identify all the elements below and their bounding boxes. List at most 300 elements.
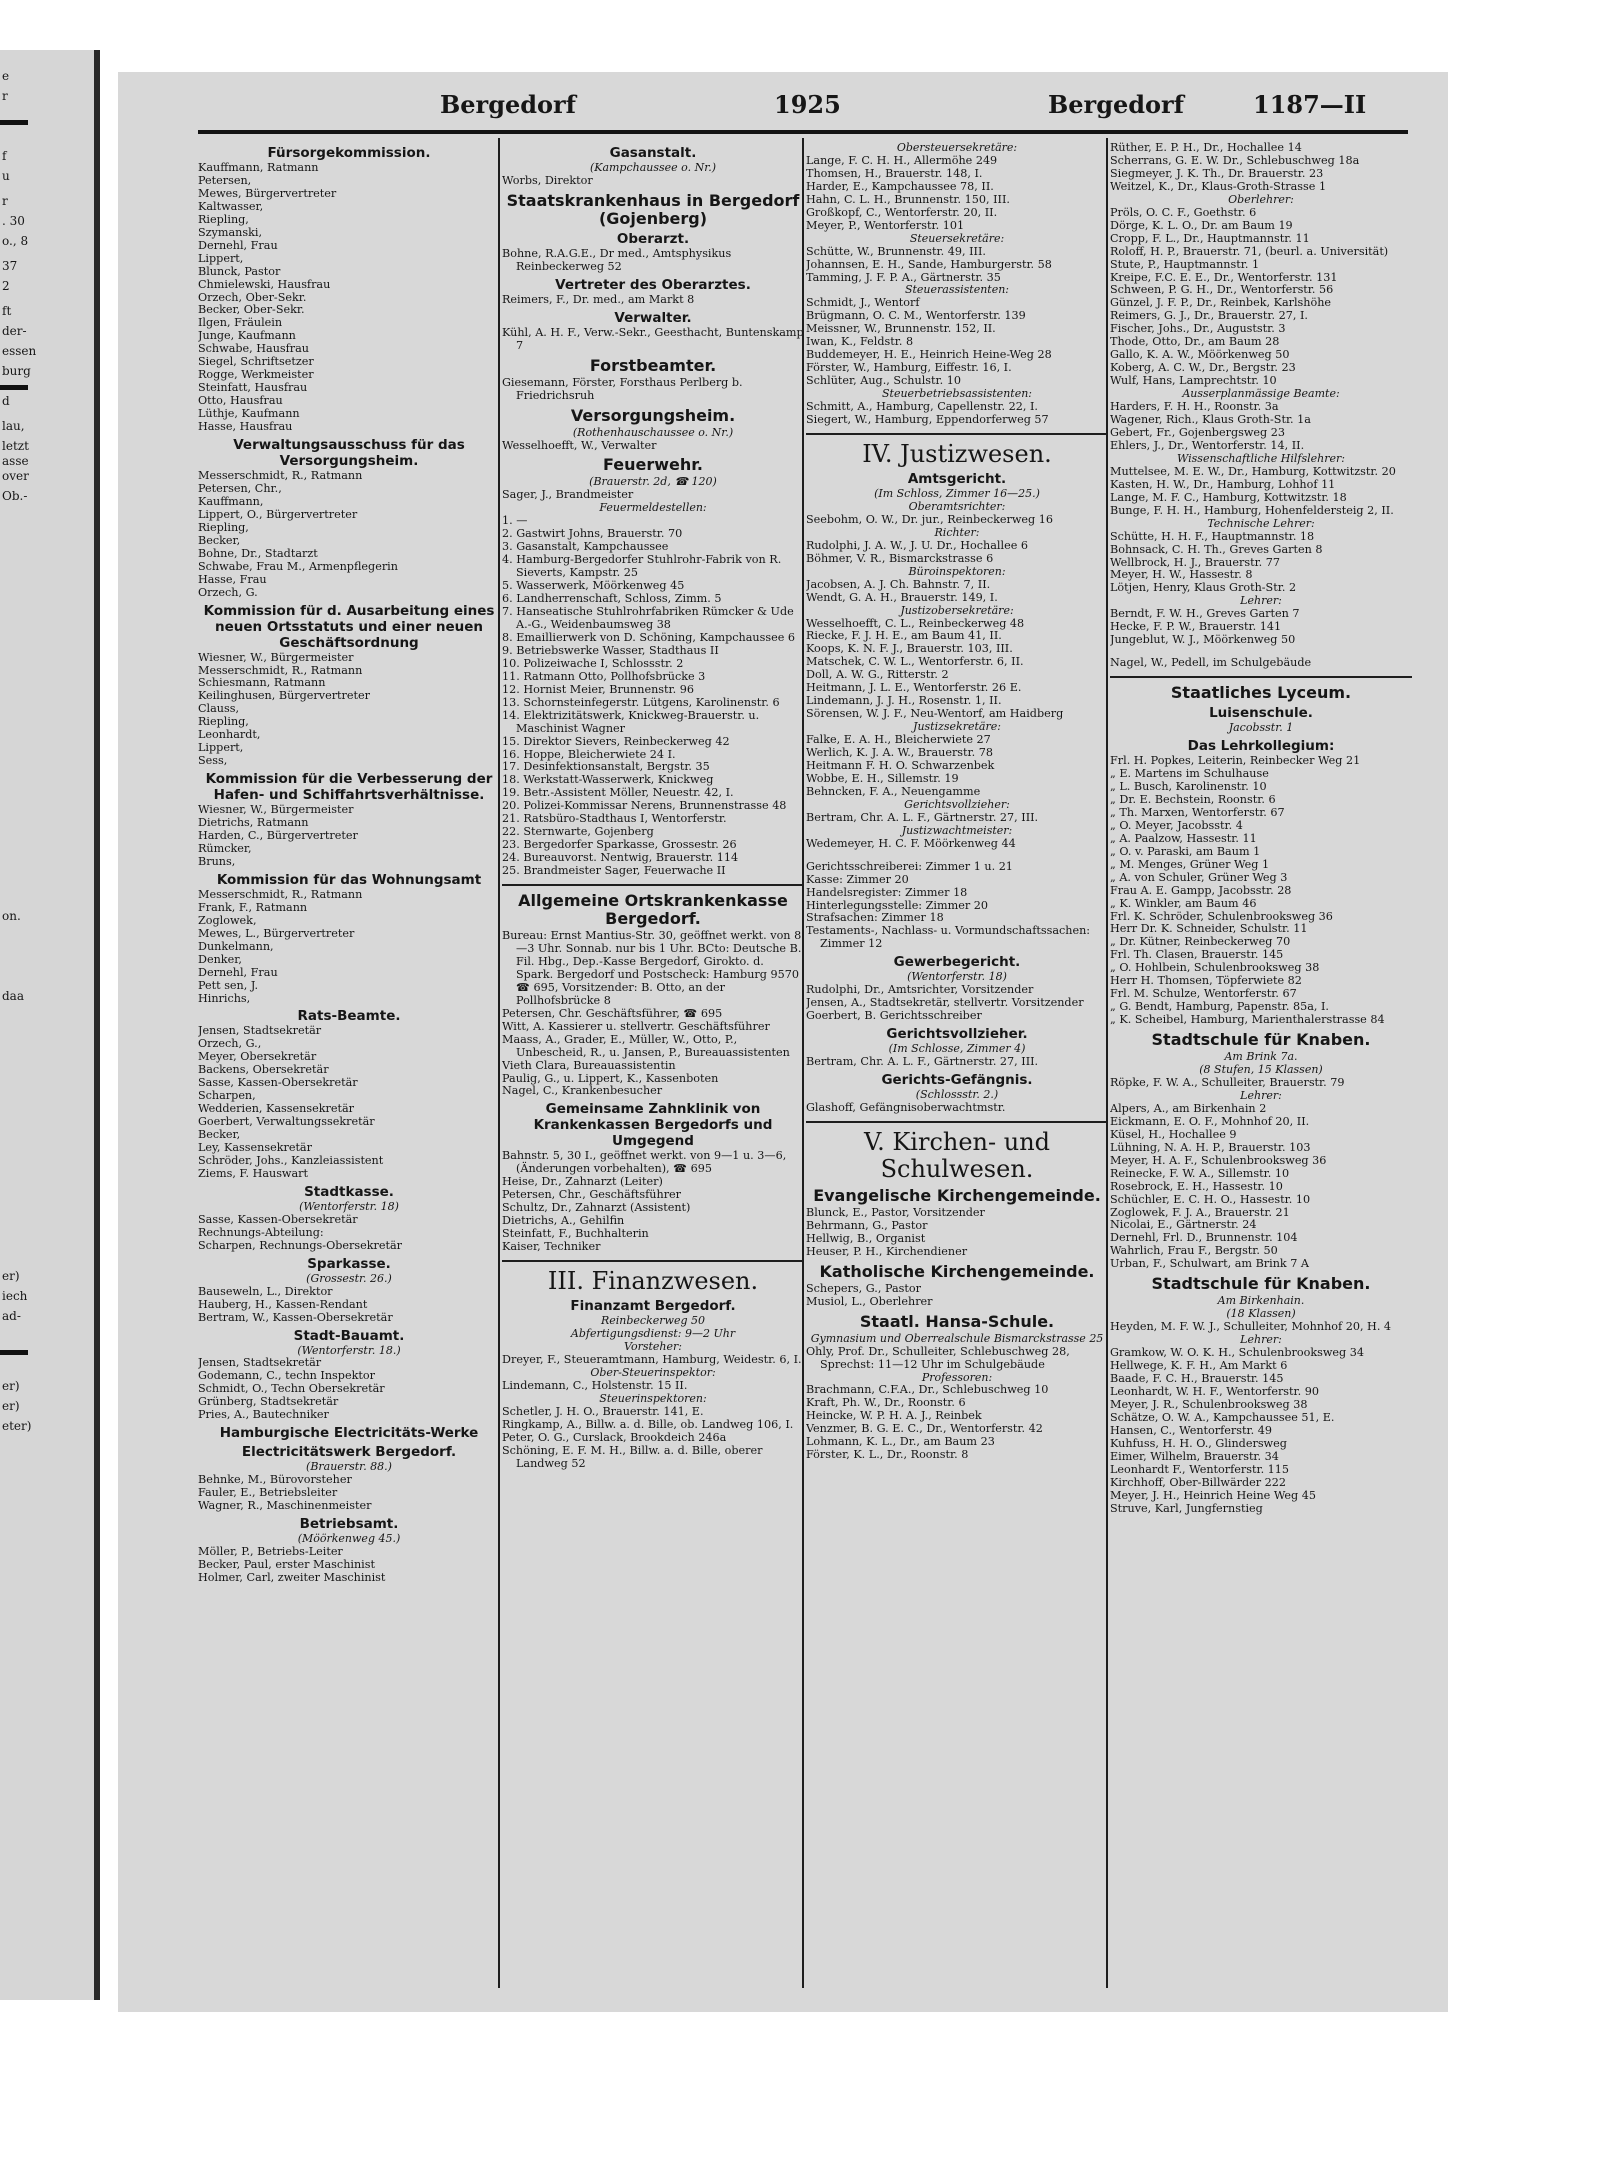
directory-entry: Thode, Otto, Dr., am Baum 28: [1110, 336, 1280, 349]
section-heading: Staatskrankenhaus in Bergedorf (Gojenberg): [506, 191, 800, 228]
directory-entry: Scharpen, Rechnungs-Obersekretär: [198, 1239, 402, 1252]
adjacent-page-fragment: e: [2, 69, 10, 83]
section-heading: Verwalter.: [614, 309, 692, 326]
section-heading: (Grossestr. 26.): [306, 1272, 392, 1285]
header-left: Bergedorf: [440, 90, 577, 119]
directory-entry: Kirchhoff, Ober-Billwärder 222: [1110, 1476, 1287, 1489]
directory-entry: Rudolphi, Dr., Amtsrichter, Vorsitzender: [806, 984, 1034, 997]
adjacent-page-fragment: f: [2, 149, 7, 163]
directory-entry: Schätze, O. W. A., Kampchaussee 51, E.: [1110, 1411, 1335, 1424]
section-heading: Oberamtsrichter:: [908, 500, 1006, 513]
header-rule: [198, 130, 1408, 134]
directory-entry: Wesselhoefft, W., Verwalter: [502, 439, 657, 452]
directory-entry: Strafsachen: Zimmer 18: [806, 912, 944, 925]
directory-entry: Dietrichs, Ratmann: [198, 817, 309, 830]
directory-entry: Roloff, H. P., Brauerstr. 71, (beurl. a. Universität): [1110, 245, 1389, 258]
directory-entry: Matschek, C. W. L., Wentorferstr. 6, II.: [806, 656, 1024, 669]
section-heading: Kommission für die Verbesserung der Hafen- und Schiffahrtsverhältnisse.: [205, 771, 493, 804]
directory-entry: 24. Bureauvorst. Nentwig, Brauerstr. 114: [502, 852, 739, 865]
directory-entry: Rudolphi, J. A. W., J. U. Dr., Hochallee 6: [806, 539, 1028, 552]
directory-entry: 3. Gasanstalt, Kampchaussee: [502, 541, 669, 554]
directory-entry: 21. Ratsbüro-Stadthaus I, Wentorferstr.: [502, 813, 727, 826]
directory-entry: 7. Hanseatische Stuhlrohrfabriken Rümcker & Ude A.-G., Weidenbaumsweg 38: [502, 606, 794, 631]
section-rule: [502, 884, 804, 886]
directory-entry: Jensen, Stadtsekretär: [198, 1357, 322, 1370]
section-heading: Büroinspektoren:: [908, 565, 1006, 578]
directory-entry: Dreyer, F., Steueramtmann, Hamburg, Weidestr. 6, I.: [502, 1353, 802, 1366]
directory-entry: Vieth Clara, Bureauassistentin: [502, 1059, 676, 1072]
directory-entry: Förster, K. L., Dr., Roonstr. 8: [806, 1449, 969, 1462]
section-heading: Evangelische Kirchengemeinde.: [813, 1186, 1101, 1205]
section-heading: Stadtschule für Knaben.: [1151, 1275, 1371, 1294]
adjacent-page-fragment: er): [2, 1399, 20, 1413]
column-1: [198, 142, 500, 1585]
section-heading: Rats-Beamte.: [297, 1008, 401, 1025]
adjacent-page-strip: [0, 50, 100, 2000]
directory-entry: „ A. von Schuler, Grüner Weg 3: [1110, 871, 1288, 884]
adjacent-page-fragment: lau,: [2, 419, 25, 433]
section-heading: Forstbeamter.: [589, 356, 717, 375]
directory-entry: Scharpen,: [198, 1090, 256, 1103]
running-header: [118, 90, 1448, 130]
adjacent-page-fragment: Ob.-: [2, 489, 28, 503]
section-heading: Gasanstalt.: [609, 145, 697, 161]
directory-entry: Gebert, Fr., Gojenbergsweg 23: [1110, 426, 1285, 439]
directory-entry: Stute, P., Hauptmannstr. 1: [1110, 258, 1260, 271]
directory-entry: Sasse, Kassen-Obersekretär: [198, 1077, 358, 1090]
directory-entry: Lippert, O., Bürgervertreter: [198, 508, 358, 521]
directory-entry: Kuhfuss, H. H. O., Glindersweg: [1110, 1437, 1287, 1450]
directory-entry: Riepling,: [198, 521, 249, 534]
directory-entry: Hinterlegungsstelle: Zimmer 20: [806, 899, 988, 912]
adjacent-page-fragment: letzt: [2, 439, 29, 453]
section-heading: Amtsgericht.: [907, 470, 1007, 487]
adjacent-page-fragment: o., 8: [2, 234, 29, 248]
section-heading: Staatliches Lyceum.: [1170, 684, 1352, 703]
directory-entry: Heyden, M. F. W. J., Schulleiter, Mohnhof 20, H. 4: [1110, 1321, 1392, 1334]
directory-entry: Wiesner, W., Bürgermeister: [198, 804, 354, 817]
section-heading: Abfertigungsdienst: 9—2 Uhr: [570, 1328, 736, 1340]
section-heading: Richter:: [934, 526, 980, 539]
directory-entry: „ Dr. E. Bechstein, Roonstr. 6: [1110, 793, 1276, 806]
directory-entry: Wagener, Rich., Klaus Groth-Str. 1a: [1110, 414, 1311, 427]
section-heading: Feuermeldestellen:: [599, 502, 707, 515]
directory-entry: Musiol, L., Oberlehrer: [806, 1295, 933, 1308]
directory-entry: Wiesner, W., Bürgermeister: [198, 651, 354, 664]
section-heading: Gemeinsame Zahnklinik von Krankenkassen Bergedorfs und Umgegend: [533, 1101, 773, 1150]
directory-entry: Rogge, Werkmeister: [198, 369, 314, 382]
section-heading: (Brauerstr. 2d, ☎ 120): [589, 476, 717, 489]
directory-entry: Dernehl, Frau: [198, 239, 278, 252]
adjacent-page-fragment: eter): [2, 1419, 32, 1433]
directory-entry: Wulf, Hans, Lamprechtstr. 10: [1110, 375, 1277, 388]
directory-entry: Wobbe, E. H., Sillemstr. 19: [806, 772, 959, 785]
section-heading: V. Kirchen- und Schulwesen.: [863, 1128, 1051, 1183]
adjacent-page-fragment: ad-: [2, 1309, 21, 1323]
directory-entry: Meyer, J. H., Heinrich Heine Weg 45: [1110, 1489, 1317, 1502]
directory-entry: Schwabe, Frau M., Armenpflegerin: [198, 560, 398, 573]
directory-entry: Meyer, H. W., Hassestr. 8: [1110, 569, 1253, 582]
directory-entry: Lohmann, K. L., Dr., am Baum 23: [806, 1436, 995, 1449]
directory-entry: Gallo, K. A. W., Möörkenweg 50: [1110, 349, 1290, 362]
directory-entry: „ O. Meyer, Jacobsstr. 4: [1110, 819, 1243, 832]
adjacent-page-fragment: er): [2, 1269, 20, 1283]
section-heading: Stadtkasse.: [304, 1183, 394, 1200]
directory-entry: Hecke, F. P. W., Brauerstr. 141: [1110, 621, 1282, 634]
directory-entry: Dietrichs, A., Gehilfin: [502, 1215, 625, 1228]
adjacent-page-fragment: daa: [2, 989, 24, 1003]
directory-entry: Schultz, Dr., Zahnarzt (Assistent): [502, 1202, 691, 1215]
directory-entry: Rümcker,: [198, 842, 252, 855]
directory-entry: Schmidt, J., Wentorf: [806, 297, 920, 310]
directory-entry: Förster, W., Hamburg, Eiffestr. 16, I.: [806, 362, 1012, 375]
directory-entry: Sager, J., Brandmeister: [502, 489, 634, 502]
section-heading: Gerichts-Gefängnis.: [881, 1072, 1033, 1089]
directory-entry: Riepling,: [198, 716, 249, 729]
section-heading: Am Birkenhain.: [1217, 1295, 1305, 1308]
section-heading: Steuerinspektoren:: [599, 1392, 707, 1405]
directory-entry: Siegert, W., Hamburg, Eppendorferweg 57: [806, 414, 1049, 427]
directory-entry: Riecke, F. J. H. E., am Baum 41, II.: [806, 630, 1002, 643]
directory-entry: Dernehl, Frl. D., Brunnenstr. 104: [1110, 1232, 1298, 1245]
directory-entry: Wedemeyer, H. C. F. Möörkenweg 44: [806, 837, 1016, 850]
section-heading: (Brauerstr. 88.): [306, 1461, 392, 1474]
directory-entry: Sasse, Kassen-Obersekretär: [198, 1213, 358, 1226]
directory-entry: „ L. Busch, Karolinenstr. 10: [1110, 780, 1267, 793]
directory-entry: Leonhardt F., Wentorferstr. 115: [1110, 1463, 1290, 1476]
directory-entry: Schmitt, A., Hamburg, Capellenstr. 22, I.: [806, 401, 1038, 414]
directory-entry: Schröder, Johs., Kanzleiassistent: [198, 1155, 384, 1167]
directory-entry: 6. Landherrenschaft, Schloss, Zimm. 5: [502, 593, 722, 606]
directory-entry: „ G. Bendt, Hamburg, Papenstr. 85a, I.: [1110, 1001, 1329, 1014]
section-heading: Jacobsstr. 1: [1228, 722, 1294, 735]
directory-entry: Kreipe, F.C. E. E., Dr., Wentorferstr. 131: [1110, 271, 1338, 284]
directory-entry: Lüthje, Kaufmann: [198, 408, 300, 421]
directory-entry: Lippert,: [198, 252, 244, 265]
section-rule: [806, 433, 1108, 435]
directory-entry: Muttelsee, M. E. W., Dr., Hamburg, Kottwitzstr. 20: [1110, 465, 1396, 478]
directory-entry: Heitmann, J. L. E., Wentorferstr. 26 E.: [806, 682, 1022, 695]
directory-entry: Wahrlich, Frau F., Bergstr. 50: [1110, 1245, 1278, 1258]
adjacent-page-fragment: ft: [2, 304, 12, 318]
directory-entry: Seebohm, O. W., Dr. jur., Reinbeckerweg 16: [806, 513, 1053, 526]
section-heading: III. Finanzwesen.: [547, 1268, 759, 1296]
section-heading: (Schlossstr. 2.): [915, 1089, 999, 1102]
directory-entry: Dörge, K. L. O., Dr. am Baum 19: [1110, 219, 1293, 232]
directory-entry: Reimers, F., Dr. med., am Markt 8: [502, 293, 695, 306]
directory-entry: 1. —: [502, 515, 528, 528]
directory-entry: Heitmann F. H. O. Schwarzenbek: [806, 759, 995, 772]
directory-entry: Handelsregister: Zimmer 18: [806, 886, 968, 899]
directory-entry: Blunck, E., Pastor, Vorsitzender: [806, 1206, 985, 1219]
directory-entry: Messerschmidt, R., Ratmann: [198, 888, 363, 901]
section-heading: Fürsorgekommission.: [267, 145, 431, 161]
directory-entry: Hahn, C. L. H., Brunnenstr. 150, III.: [806, 193, 1010, 206]
adjacent-page-fragment: . 30: [2, 214, 25, 228]
directory-entry: 20. Polizei-Kommissar Nerens, Brunnenstrasse 48: [502, 800, 787, 813]
directory-entry: Brachmann, C.F.A., Dr., Schlebuschweg 10: [806, 1384, 1049, 1397]
directory-entry: 11. Ratmann Otto, Pollhofsbrücke 3: [502, 670, 706, 683]
directory-entry: 8. Emaillierwerk von D. Schöning, Kampchaussee 6: [502, 631, 796, 644]
directory-entry: Meyer, H. A. F., Schulenbrooksweg 36: [1110, 1154, 1327, 1167]
adjacent-page-rule: [0, 1350, 28, 1355]
column-3: [806, 142, 1108, 1462]
spacer: [1110, 647, 1412, 657]
adjacent-page-fragment: r: [2, 89, 8, 103]
directory-entry: Frl. M. Schulze, Wentorferstr. 67: [1110, 988, 1297, 1001]
directory-entry: Siegmeyer, J. K. Th., Dr. Brauerstr. 23: [1110, 167, 1324, 180]
directory-entry: Röpke, F. W. A., Schulleiter, Brauerstr. 79: [1110, 1077, 1345, 1089]
directory-entry: Urban, F., Schulwart, am Brink 7 A: [1110, 1258, 1310, 1271]
directory-entry: Bohne, Dr., Stadtarzt: [198, 547, 318, 560]
directory-entry: Heincke, W. P. H. A. J., Reinbek: [806, 1410, 982, 1423]
column-4: [1110, 142, 1412, 1516]
adjacent-page-fragment: asse: [2, 454, 29, 468]
directory-entry: Herr Dr. K. Schneider, Schulstr. 11: [1110, 923, 1308, 936]
directory-entry: Schwabe, Hausfrau: [198, 343, 310, 356]
directory-entry: „ M. Menges, Grüner Weg 1: [1110, 858, 1270, 871]
section-heading: Professoren:: [921, 1371, 993, 1384]
directory-entry: Bertram, W., Kassen-Obersekretär: [198, 1311, 393, 1324]
directory-entry: Reinecke, F. W. A., Sillemstr. 10: [1110, 1167, 1290, 1180]
directory-entry: Wellbrock, H. J., Brauerstr. 77: [1110, 556, 1281, 569]
directory-entry: Bunge, F. H. H., Hamburg, Hohenfeldersteig 2, II.: [1110, 504, 1394, 517]
directory-entry: Holmer, Carl, zweiter Maschinist: [198, 1571, 386, 1584]
section-heading: (Im Schlosse, Zimmer 4): [888, 1043, 1026, 1056]
column-2: [502, 142, 804, 1470]
adjacent-page-rule: [0, 385, 28, 390]
directory-entry: Otto, Hausfrau: [198, 395, 283, 408]
adjacent-page-fragment: over: [2, 469, 29, 483]
directory-entry: 13. Schornsteinfegerstr. Lütgens, Karolinenstr. 6: [502, 696, 780, 709]
section-heading: (Im Schloss, Zimmer 16—25.): [874, 487, 1040, 500]
directory-entry: Meyer, Obersekretär: [198, 1051, 317, 1064]
directory-entry: Jungeblut, W. J., Möörkenweg 50: [1110, 634, 1296, 647]
directory-entry: Blunck, Pastor: [198, 265, 281, 278]
directory-entry: Möller, P., Betriebs-Leiter: [198, 1546, 343, 1559]
directory-entry: Pröls, O. C. F., Goethstr. 6: [1110, 206, 1257, 219]
directory-entry: Schlüter, Aug., Schulstr. 10: [806, 375, 961, 388]
directory-page: [118, 72, 1448, 2012]
directory-entry: Szymanski,: [198, 226, 263, 239]
directory-entry: Hasse, Hausfrau: [198, 421, 293, 434]
section-heading: Versorgungsheim.: [570, 406, 736, 425]
directory-entry: 9. Betriebswerke Wasser, Stadthaus II: [502, 644, 719, 657]
header-right: Bergedorf: [1048, 90, 1185, 119]
directory-entry: Alpers, A., am Birkenhain 2: [1110, 1102, 1267, 1115]
directory-entry: Goerbert, Verwaltungssekretär: [198, 1116, 375, 1129]
directory-entry: Buddemeyer, H. E., Heinrich Heine-Weg 28: [806, 349, 1052, 362]
directory-entry: 16. Hoppe, Bleicherwiete 24 I.: [502, 748, 676, 761]
directory-entry: Steinfatt, Hausfrau: [198, 382, 308, 395]
directory-entry: Orzech, Ober-Sekr.: [198, 291, 307, 304]
section-heading: Gewerbegericht.: [893, 954, 1021, 971]
directory-entry: Heuser, P. H., Kirchendiener: [806, 1245, 968, 1258]
section-heading: Kommission für das Wohnungsamt: [216, 871, 482, 888]
directory-entry: „ Th. Marxen, Wentorferstr. 67: [1110, 806, 1285, 819]
section-heading: Katholische Kirchengemeinde.: [819, 1262, 1095, 1281]
section-heading: Lehrer:: [1240, 1334, 1282, 1347]
section-heading: (18 Klassen): [1226, 1308, 1296, 1321]
directory-entry: Behnke, M., Bürovorsteher: [198, 1474, 352, 1487]
section-heading: Oberarzt.: [616, 230, 690, 247]
directory-entry: Heise, Dr., Zahnarzt (Leiter): [502, 1176, 663, 1189]
directory-entry: Doll, A. W. G., Ritterstr. 2: [806, 669, 949, 682]
directory-entry: Cropp, F. L., Dr., Hauptmannstr. 11: [1110, 232, 1310, 245]
directory-entry: Reimers, G. J., Dr., Brauerstr. 27, I.: [1110, 310, 1308, 323]
section-heading: Gerichtsvollzieher:: [904, 798, 1010, 811]
directory-entry: Petersen,: [198, 174, 252, 187]
directory-entry: Lange, M. F. C., Hamburg, Kottwitzstr. 18: [1110, 491, 1347, 504]
directory-entry: Schepers, G., Pastor: [806, 1282, 921, 1295]
directory-entry: Kasten, H. W., Dr., Hamburg, Lohhof 11: [1110, 478, 1336, 491]
directory-entry: Falke, E. A. H., Bleicherwiete 27: [806, 734, 991, 747]
section-heading: Stadtschule für Knaben.: [1151, 1031, 1371, 1050]
directory-entry: Siegel, Schriftsetzer: [198, 356, 314, 369]
directory-entry: Wesselhoefft, C. L., Reinbeckerweg 48: [806, 617, 1025, 630]
directory-entry: Orzech, G.,: [198, 1038, 262, 1051]
directory-entry: Gerichtsschreiberei: Zimmer 1 u. 21: [806, 860, 1013, 873]
directory-entry: Schütte, H. H. F., Hauptmannstr. 18: [1110, 530, 1315, 543]
section-heading: Betriebsamt.: [299, 1516, 399, 1533]
directory-entry: Lindemann, C., Holstenstr. 15 II.: [502, 1379, 688, 1392]
directory-entry: 23. Bergedorfer Sparkasse, Grossestr. 26: [502, 839, 737, 852]
directory-entry: Wedderien, Kassensekretär: [198, 1103, 354, 1116]
directory-entry: Meissner, W., Brunnenstr. 152, II.: [806, 323, 996, 336]
adjacent-page-fragment: der-: [2, 324, 27, 338]
directory-entry: Nicolai, E., Gärtnerstr. 24: [1110, 1219, 1257, 1232]
section-heading: Justizsekretäre:: [913, 721, 1001, 734]
directory-entry: Leonhardt, W. H. F., Wentorferstr. 90: [1110, 1385, 1319, 1398]
directory-entry: Brügmann, O. C. M., Wentorferstr. 139: [806, 310, 1026, 323]
directory-entry: Hauberg, H., Kassen-Rendant: [198, 1298, 368, 1311]
directory-entry: Meyer, J. R., Schulenbrooksweg 38: [1110, 1398, 1308, 1411]
section-heading: (8 Stufen, 15 Klassen): [1199, 1064, 1323, 1077]
directory-entry: Becker,: [198, 534, 241, 547]
directory-entry: Kühl, A. H. F., Verw.-Sekr., Geesthacht, Buntenskamp 7: [502, 326, 804, 352]
section-heading: Electricitätswerk Bergedorf.: [241, 1444, 457, 1461]
directory-entry: Junge, Kaufmann: [198, 330, 296, 343]
directory-entry: 15. Direktor Sievers, Reinbeckerweg 42: [502, 735, 730, 748]
directory-entry: Godemann, C., techn Inspektor: [198, 1370, 375, 1383]
directory-entry: Bruns,: [198, 855, 236, 868]
section-heading: Kommission für d. Ausarbeitung eines neuen Ortsstatuts und einer neuen Geschäftsordnung: [203, 602, 495, 651]
directory-entry: Scherrans, G. E. W. Dr., Schlebuschweg 18a: [1110, 154, 1360, 167]
directory-entry: Tamming, J. F. P. A., Gärtnerstr. 35: [806, 271, 1001, 284]
directory-entry: Petersen, Chr. Geschäftsführer, ☎ 695: [502, 1007, 723, 1020]
directory-entry: Sörensen, W. J. F., Neu-Wentorf, am Haidberg: [806, 708, 1064, 721]
directory-entry: Lippert,: [198, 742, 244, 755]
directory-entry: Bohne, R.A.G.E., Dr med., Amtsphysikus Reinbeckerweg 52: [502, 247, 732, 273]
directory-entry: Ziems, F. Hauswart: [198, 1167, 309, 1180]
directory-entry: 10. Polizeiwache I, Schlossstr. 2: [502, 657, 684, 670]
directory-entry: Eimer, Wilhelm, Brauerstr. 34: [1110, 1450, 1279, 1463]
directory-entry: Iwan, K., Feldstr. 8: [806, 336, 914, 349]
directory-entry: Struve, Karl, Jungfernstieg: [1110, 1502, 1263, 1515]
directory-entry: Weitzel, K., Dr., Klaus-Groth-Strasse 1: [1110, 180, 1327, 193]
section-heading: (Wentorferstr. 18): [907, 971, 1007, 984]
directory-entry: Harders, F. H. H., Roonstr. 3a: [1110, 401, 1279, 414]
directory-entry: Hellwege, K. F. H., Am Markt 6: [1110, 1360, 1288, 1373]
directory-entry: Riepling,: [198, 213, 249, 226]
section-heading: Oberlehrer:: [1228, 193, 1294, 206]
directory-entry: Ley, Kassensekretär: [198, 1142, 312, 1155]
section-heading: Allgemeine Ortskrankenkasse Bergedorf.: [518, 892, 788, 929]
section-heading: (Wentorferstr. 18): [299, 1200, 399, 1213]
section-heading: Steuerbetriebsassistenten:: [881, 388, 1032, 401]
section-heading: Ober-Steuerinspektor:: [590, 1366, 716, 1379]
directory-entry: Peter, O. G., Curslack, Brookdeich 246a: [502, 1431, 727, 1444]
section-heading: Vorsteher:: [624, 1340, 682, 1353]
directory-entry: Backens, Obersekretär: [198, 1064, 329, 1077]
adjacent-page-rule: [0, 120, 28, 125]
section-rule: [502, 1260, 804, 1262]
directory-entry: Küsel, H., Hochallee 9: [1110, 1128, 1237, 1141]
directory-entry: Berndt, F. W. H., Greves Garten 7: [1110, 608, 1300, 621]
directory-entry: Böhmer, V. R., Bismarckstrasse 6: [806, 552, 994, 565]
directory-entry: Giesemann, Förster, Forsthaus Perlberg b. Friedrichsruh: [502, 376, 743, 402]
directory-entry: Messerschmidt, R., Ratmann: [198, 470, 363, 483]
directory-entry: Harder, E., Kampchaussee 78, II.: [806, 180, 994, 193]
directory-entry: Hasse, Frau: [198, 573, 267, 586]
directory-entry: 12. Hornist Meier, Brunnenstr. 96: [502, 683, 694, 696]
directory-entry: Jacobsen, A. J. Ch. Bahnstr. 7, II.: [806, 578, 991, 591]
directory-entry: Gramkow, W. O. K. H., Schulenbrooksweg 34: [1110, 1347, 1365, 1360]
directory-entry: Dernehl, Frau: [198, 966, 278, 979]
section-heading: Stadt-Bauamt.: [293, 1327, 405, 1344]
section-heading: IV. Justizwesen.: [862, 440, 1052, 468]
directory-entry: Schiesmann, Ratmann: [198, 677, 326, 690]
directory-entry: Schüchler, E. C. H. O., Hassestr. 10: [1110, 1193, 1311, 1206]
directory-entry: Schween, P. G. H., Dr., Wentorferstr. 56: [1110, 284, 1334, 297]
section-heading: Wissenschaftliche Hilfslehrer:: [1177, 452, 1345, 465]
directory-entry: 18. Werkstatt-Wasserwerk, Knickweg: [502, 774, 714, 787]
directory-entry: Lindemann, J. J. H., Rosenstr. 1, II.: [806, 695, 1002, 708]
adjacent-page-fragment: 2: [2, 279, 10, 293]
directory-entry: Goerbert, B. Gerichtsschreiber: [806, 1010, 982, 1023]
section-heading: Luisenschule.: [1209, 705, 1313, 722]
section-heading: Das Lehrkollegium:: [1187, 738, 1335, 755]
directory-entry: 22. Sternwarte, Gojenberg: [502, 826, 654, 839]
directory-entry: Bertram, Chr. A. L. F., Gärtnerstr. 27, III.: [806, 1056, 1039, 1069]
directory-entry: Fauler, E., Betriebsleiter: [198, 1487, 338, 1500]
adjacent-page-fragment: 37: [2, 259, 18, 273]
directory-entry: Koberg, A. C. W., Dr., Bergstr. 23: [1110, 362, 1296, 375]
section-heading: Vertreter des Oberarztes.: [555, 276, 751, 293]
directory-entry: Lange, F. C. H. H., Allermöhe 249: [806, 154, 998, 167]
directory-entry: 25. Brandmeister Sager, Feuerwache II: [502, 865, 726, 878]
adjacent-page-fragment: u: [2, 169, 10, 183]
directory-entry: Ilgen, Fräulein: [198, 317, 283, 330]
directory-entry: „ K. Scheibel, Hamburg, Marienthalerstrasse 84: [1110, 1014, 1385, 1027]
directory-entry: Behncken, F. A., Neuengamme: [806, 785, 981, 798]
section-heading: Ausserplanmässige Beamte:: [1182, 388, 1340, 401]
section-heading: Justizobersekretäre:: [900, 604, 1014, 617]
directory-entry: Jensen, A., Stadtsekretär, stellvertr. Vorsitzender: [806, 997, 1084, 1010]
directory-entry: Kaltwasser,: [198, 200, 264, 213]
directory-entry: Clauss,: [198, 703, 240, 716]
directory-entry: Bertram, Chr. A. L. F., Gärtnerstr. 27, III.: [806, 811, 1039, 824]
directory-entry: Dunkelmann,: [198, 940, 274, 953]
section-heading: Sparkasse.: [307, 1255, 391, 1272]
section-heading: Lehrer:: [1240, 595, 1282, 608]
directory-entry: Frl. Th. Clasen, Brauerstr. 145: [1110, 949, 1284, 962]
directory-entry: Schetler, J. H. O., Brauerstr. 141, E.: [502, 1405, 704, 1418]
directory-entry: Lühning, N. A. H. P., Brauerstr. 103: [1110, 1141, 1311, 1154]
directory-entry: Rosebrock, E. H., Hassestr. 10: [1110, 1180, 1283, 1193]
directory-entry: „ K. Winkler, am Baum 46: [1110, 897, 1257, 910]
directory-entry: Ringkamp, A., Billw. a. d. Bille, ob. Landweg 106, I.: [502, 1418, 794, 1431]
